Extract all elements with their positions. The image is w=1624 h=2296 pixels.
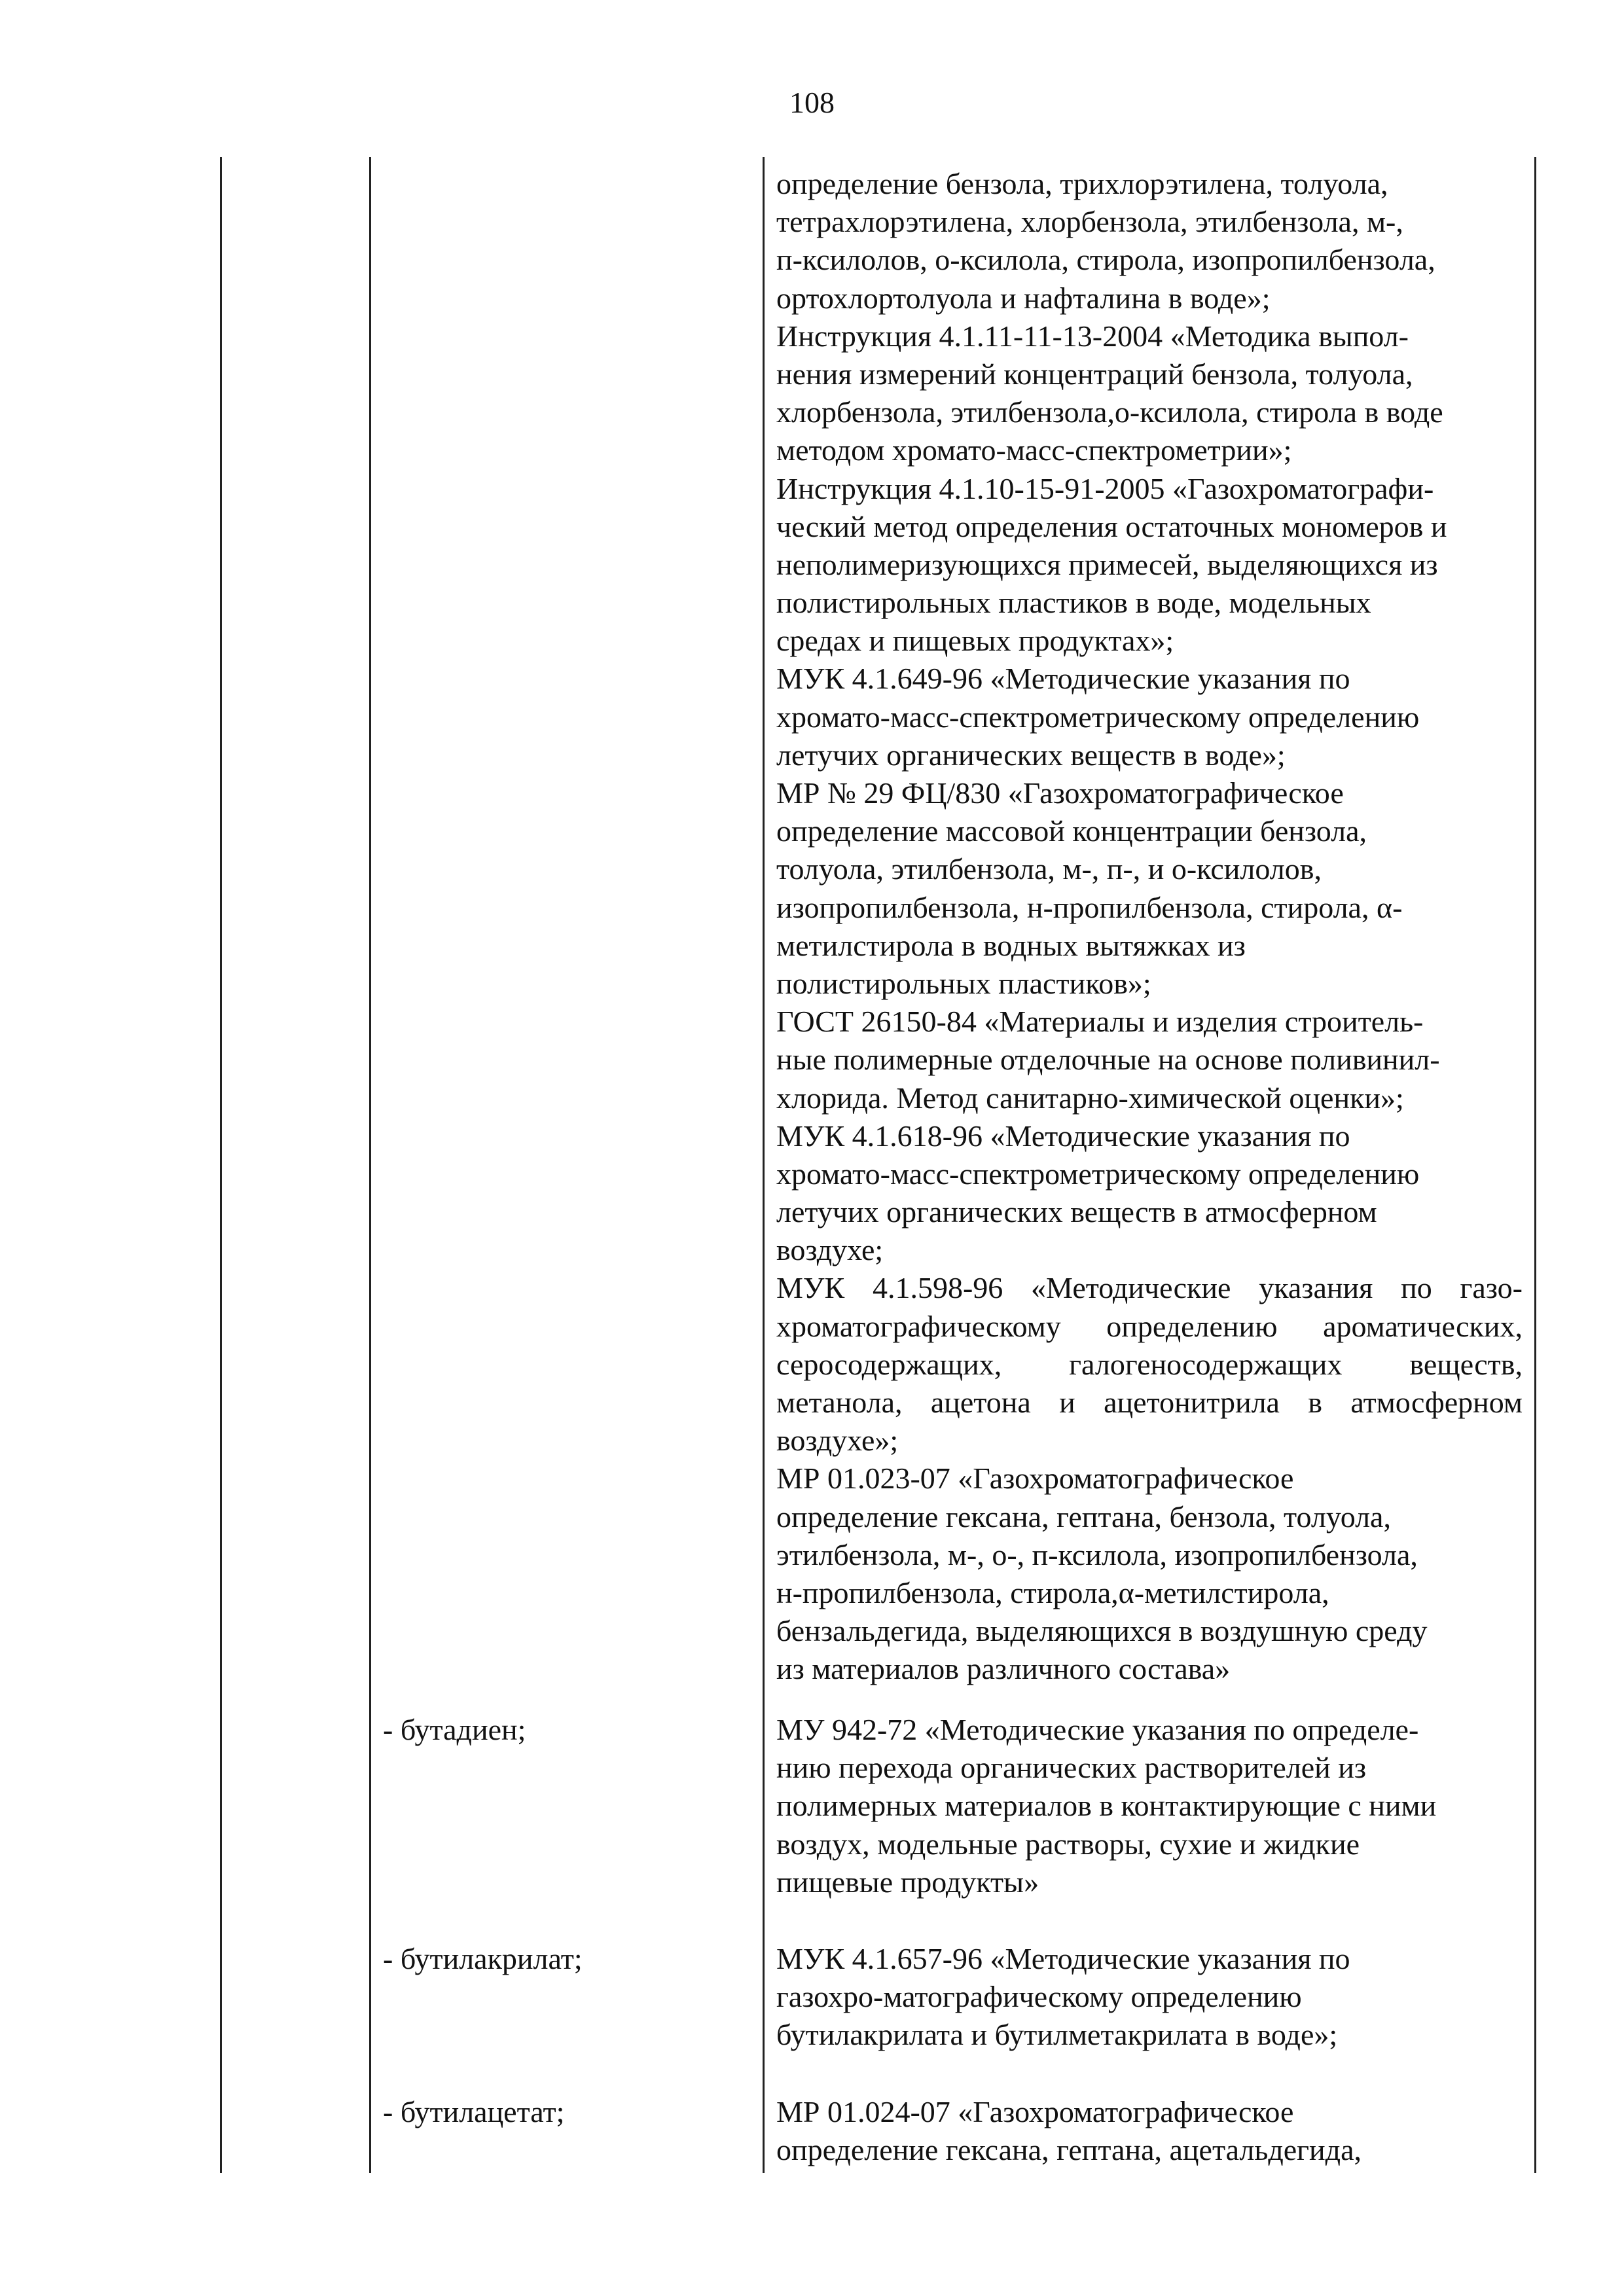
- method-line: метилстирола в водных вытяжках из: [776, 928, 1246, 962]
- method-line: хромато-масс-спектрометрическому определению: [776, 700, 1420, 734]
- method-line: воздухе;: [776, 1233, 884, 1267]
- method-line: ные полимерные отделочные на основе поливинил-: [776, 1043, 1440, 1077]
- method-line: ческий метод определения остаточных мономеров и: [776, 509, 1447, 543]
- method-line: хроматографическому определению ароматических,: [776, 1309, 1523, 1343]
- substance-cell: - бутилакрилат;: [383, 1942, 583, 1975]
- method-line: МУК 4.1.598-96 «Методические указания по газо-: [776, 1271, 1523, 1305]
- method-line: п-ксилолов, о-ксилола, стирола, изопропилбензола,: [776, 243, 1435, 277]
- method-line: бензальдегида, выделяющихся в воздушную среду: [776, 1614, 1428, 1648]
- method-line: бутилакрилата и бутилметакрилата в воде»;: [776, 2018, 1338, 2052]
- method-cell: [776, 165, 1523, 1689]
- method-line: определение массовой концентрации бензола,: [776, 814, 1367, 848]
- method-line: из материалов различного состава»: [776, 1652, 1231, 1686]
- method-line: метанола, ацетона и ацетонитрила в атмосферном: [776, 1386, 1523, 1419]
- method-cell: [776, 1940, 1523, 2054]
- column-divider-2: [763, 157, 765, 2173]
- method-line: тетрахлорэтилена, хлорбензола, этилбензола, м-,: [776, 205, 1403, 239]
- method-line: МУК 4.1.618-96 «Методические указания по: [776, 1119, 1350, 1153]
- method-line: воздухе»;: [776, 1424, 899, 1458]
- method-line: МР 01.024-07 «Газохроматографическое: [776, 2095, 1294, 2128]
- method-line: изопропилбензола, н-пропилбензола, стирола, α-: [776, 890, 1403, 924]
- method-line: хлорбензола, этилбензола,о-ксилола, стирола в воде: [776, 395, 1443, 429]
- method-line: неполимеризующихся примесей, выделяющихся из: [776, 547, 1438, 581]
- method-line: методом хромато-масс-спектрометрии»;: [776, 433, 1292, 467]
- method-line: Инструкция 4.1.10-15-91-2005 «Газохроматографи-: [776, 471, 1434, 505]
- method-line: МУК 4.1.649-96 «Методические указания по: [776, 662, 1350, 696]
- table-border-right: [1534, 157, 1536, 2173]
- substance-cell: - бутадиен;: [383, 1713, 526, 1746]
- method-line: определение бензола, трихлорэтилена, толуола,: [776, 167, 1388, 200]
- column-divider-1: [369, 157, 371, 2173]
- method-line: серосодержащих, галогеносодержащих веществ,: [776, 1347, 1523, 1381]
- method-line: газохро-матографическому определению: [776, 1980, 1302, 2014]
- method-line: пищевые продукты»: [776, 1865, 1039, 1899]
- method-line: воздух, модельные растворы, сухие и жидкие: [776, 1827, 1360, 1861]
- method-line: хромато-масс-спектрометрическому определению: [776, 1157, 1420, 1191]
- method-cell: [776, 2093, 1523, 2169]
- method-line: хлорида. Метод санитарно-химической оценки»;: [776, 1081, 1404, 1115]
- method-line: полистирольных пластиков в воде, модельных: [776, 586, 1371, 620]
- method-line: нения измерений концентраций бензола, толуола,: [776, 357, 1413, 391]
- method-line: МУ 942-72 «Методические указания по определе-: [776, 1713, 1419, 1746]
- method-line: полимерных материалов в контактирующие с ними: [776, 1789, 1437, 1823]
- method-line: ГОСТ 26150-84 «Материалы и изделия строитель-: [776, 1005, 1424, 1039]
- table-border-left: [220, 157, 222, 2173]
- method-line: определение гексана, гептана, бензола, толуола,: [776, 1499, 1391, 1534]
- method-line: ортохлортолуола и нафталина в воде»;: [776, 281, 1271, 315]
- method-line: средах и пищевых продуктах»;: [776, 624, 1174, 658]
- method-line: толуола, этилбензола, м-, п-, и о-ксилолов,: [776, 852, 1322, 886]
- substance-cell: - бутилацетат;: [383, 2095, 565, 2128]
- method-line: этилбензола, м-, о-, п-ксилола, изопропилбензола,: [776, 1537, 1418, 1571]
- method-line: нию перехода органических растворителей из: [776, 1751, 1367, 1785]
- method-line: МР 01.023-07 «Газохроматографическое: [776, 1462, 1294, 1496]
- method-line: Инструкция 4.1.11-11-13-2004 «Методика выпол-: [776, 319, 1409, 353]
- method-line: полистирольных пластиков»;: [776, 966, 1151, 1000]
- method-line: МР № 29 ФЦ/830 «Газохроматографическое: [776, 776, 1344, 810]
- method-line: летучих органических веществ в воде»;: [776, 738, 1286, 772]
- method-line: определение гексана, гептана, ацетальдегида,: [776, 2133, 1362, 2167]
- method-cell: [776, 1711, 1523, 1901]
- method-line: летучих органических веществ в атмосферном: [776, 1195, 1377, 1229]
- page-number: 108: [789, 86, 835, 119]
- method-line: н-пропилбензола, стирола,α-метилстирола,: [776, 1575, 1329, 1609]
- method-line: МУК 4.1.657-96 «Методические указания по: [776, 1942, 1350, 1975]
